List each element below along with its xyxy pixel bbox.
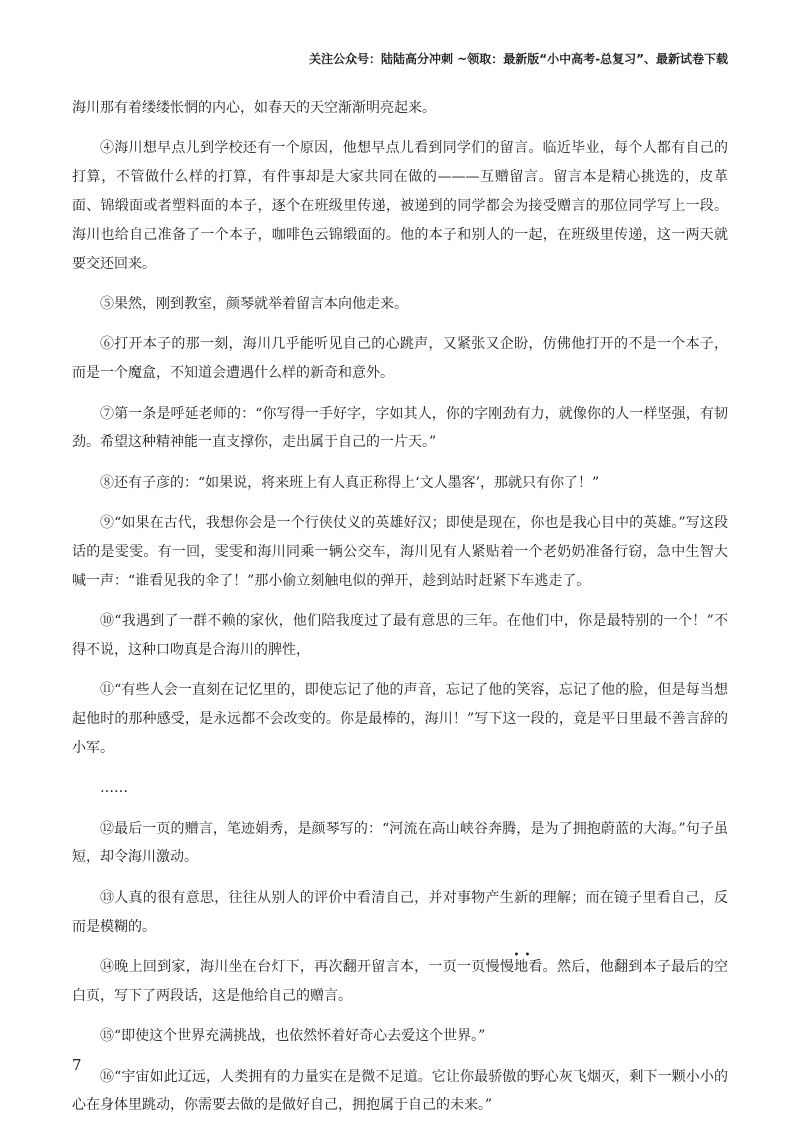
paragraph: ⑮“即使这个世界充满挑战，也依然怀着好奇心去爱这个世界。” [100, 1028, 486, 1045]
paragraph-text: 地看。然后，他翻到本子最后的空白页，写下了两段话，这是他给自己的赠言。 [72, 959, 729, 1004]
paragraph: ⑦第一条是呼延老师的：“你写得一手好字，字如其人，你的字刚劲有力，就像你的人一样坚强，有韧劲。希望这种精神能一直支撑你，走出属于自己的一片天。” [72, 405, 728, 451]
paragraph: ⑥打开本子的那一刻，海川几乎能听见自己的心跳声，又紧张又企盼，仿佛他打开的不是一个本子，而是一个魔盒，不知道会遭遇什么样的新奇和意外。 [72, 336, 728, 382]
paragraph: ⑨“如果在古代，我想你会是一个行侠仗义的英雄好汉；即使是现在，你也是我心目中的英雄。”写这段话的是雯雯。有一回，雯雯和海川同乘一辆公交车，海川见有人紧贴着一个老奶奶准备行窃，急中生智大喊一声：“谁看见我的伞了！”那小偷立刻触电似的弹开，趁到站时赶紧下车逃走了。 [72, 515, 728, 589]
paragraph-14 [72, 950, 729, 1011]
paragraph: ⑩“我遇到了一群不赖的家伙，他们陪我度过了最有意思的三年。在他们中，你是最特别的一个！”不得不说，这种口吻真是合海川的脾性， [72, 613, 728, 658]
paragraph: ⑤果然，刚到教室，颜琴就举着留言本向他走来。 [100, 295, 408, 312]
page-number: 7 [72, 1056, 82, 1074]
paragraph: 海川那有着缕缕怅惘的内心，如春天的天空渐渐明亮起来。 [72, 100, 436, 116]
article-body [72, 94, 728, 1132]
emphasis-dots-icon: •• [513, 950, 536, 962]
emphasized-text [485, 950, 536, 976]
paragraph: ⑧还有子彦的：“如果说，将来班上有人真正称得上‘文人墨客’，那就只有你了！” [100, 474, 600, 491]
paragraph-text: ⑭晚上回到家，海川坐在台灯下，再次翻开留言本，一页一页 [100, 959, 486, 976]
ellipsis-line: …… [100, 780, 128, 797]
paragraph: ⑯“宇宙如此辽远，人类拥有的力量实在是微不足道。它让你最骄傲的野心灰飞烟灭，剩下一颗小小的心在身体里跳动，你需要去做的是做好自己，拥抱属于自己的未来。” [72, 1068, 728, 1114]
paragraph: ⑫最后一页的赠言，笔迹娟秀，是颜琴写的：“河流在高山峡谷奔腾，是为了拥抱蔚蓝的大海。”句子虽短，却令海川激动。 [72, 820, 728, 866]
page-header: 关注公众号：陆陆高分冲刺 ~领取：最新版“小中高考-总复习”、最新试卷下载 [309, 52, 728, 66]
paragraph: ④海川想早点儿到学校还有一个原因，他想早点儿看到同学们的留言。临近毕业，每个人都有自己的打算，不管做什么样的打算，有件事却是大家共同在做的———互赠留言。留言本是精心挑选的，皮革面、锦缎面或者塑料面的本子，逐个在班级里传递，被递到的同学都会为接受赠言的那位同学写上一段。海川也给自己准备了一个本子，咖啡色云锦缎面的。他的本子和别人的一起，在班级里传递，这一两天就要交还回来。 [72, 140, 728, 272]
emphasized-word: 慢慢 [485, 959, 515, 976]
paragraph: ⑬人真的很有意思，往往从别人的评价中看清自己，并对事物产生新的理解；而在镜子里看自己，反而是模糊的。 [72, 889, 728, 935]
paragraph: ⑪“有些人会一直刻在记忆里的，即使忘记了他的声音，忘记了他的笑容，忘记了他的脸，但是每当想起他时的那种感受，是永远都不会改变的。你是最棒的，海川！”写下这一段的，竟是平日里最不善言辞的小军。 [72, 682, 728, 756]
